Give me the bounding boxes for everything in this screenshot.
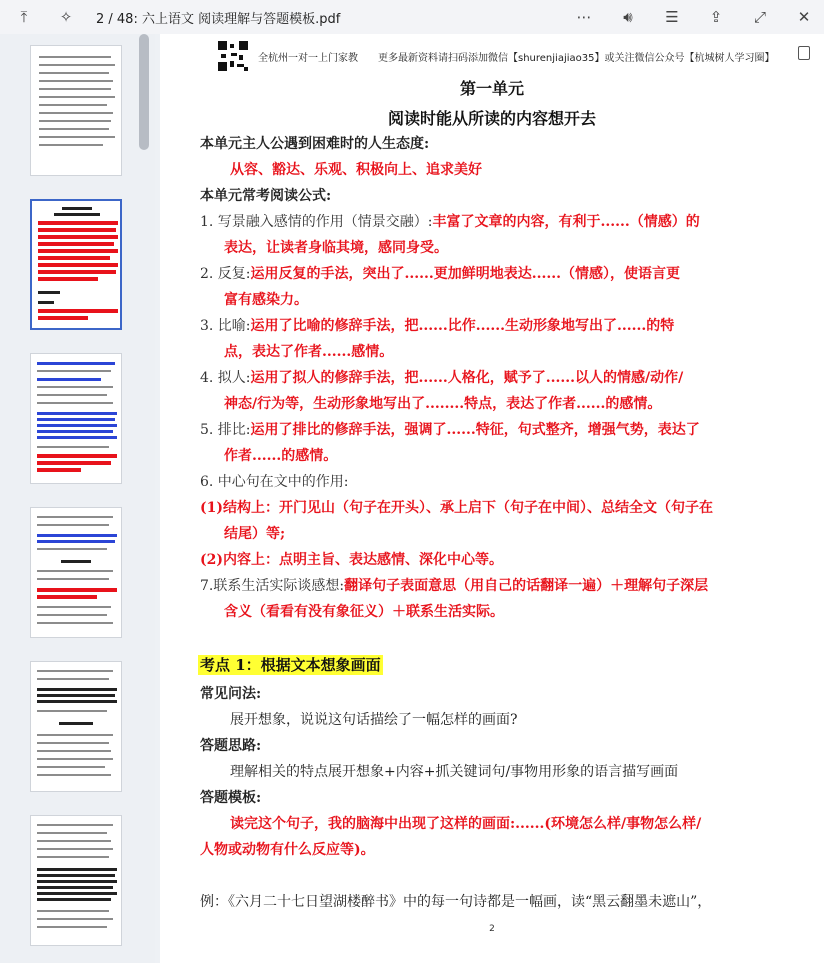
item6-content: (2)内容上：点明主旨、表达感情、深化中心等。 bbox=[200, 552, 503, 568]
formula-item-7-cont: 含义（看看有没有象征义）＋联系生活实际。 bbox=[224, 604, 504, 620]
formula-item-2-cont: 富有感染力。 bbox=[224, 292, 308, 308]
sidebar-scrollbar[interactable] bbox=[139, 34, 149, 150]
document-page bbox=[160, 34, 824, 963]
window-title: 2 / 48: 六上语文 阅读理解与答题模板.pdf bbox=[96, 11, 341, 27]
page-thumbnail-1[interactable] bbox=[30, 45, 122, 176]
page-thumbnail-4[interactable] bbox=[30, 507, 122, 638]
immersive-icon[interactable]: ☰ bbox=[665, 8, 679, 26]
formula-item-3: 3. 比喻:运用了比喻的修辞手法，把......比作......生动形象地写出了......的特 bbox=[200, 318, 675, 334]
title-bar bbox=[0, 0, 824, 34]
page-thumbnail-2[interactable] bbox=[30, 199, 122, 330]
formula-item-1-cont: 表达，让读者身临其境，感同身受。 bbox=[224, 240, 448, 256]
pin-icon[interactable]: ✧ bbox=[59, 8, 73, 26]
question-heading: 常见问法: bbox=[200, 686, 262, 702]
unit-title: 第一单元 bbox=[459, 79, 524, 98]
formula-item-2: 2. 反复:运用反复的手法，突出了......更加鲜明地表达......（情感），使语言更 bbox=[200, 266, 681, 282]
item6-structure-cont: 结尾）等; bbox=[224, 526, 286, 542]
formula-item-1: 1. 写景融入感情的作用（情景交融）:丰富了文章的内容，有利于......（情感）的 bbox=[200, 214, 700, 230]
attitude-text: 从容、豁达、乐观、积极向上、追求美好 bbox=[230, 162, 482, 178]
formula-heading: 本单元常考阅读公式: bbox=[200, 188, 332, 204]
question-text: 展开想象，说说这句话描绘了一幅怎样的画面? bbox=[230, 712, 518, 728]
formula-item-5-cont: 作者......的感情。 bbox=[224, 448, 338, 464]
pin-top-icon[interactable]: ⤒ bbox=[20, 8, 28, 26]
copy-icon[interactable] bbox=[798, 46, 810, 60]
unit-subtitle: 阅读时能从所读的内容想开去 bbox=[387, 109, 596, 128]
formula-item-4-cont: 神态/行为等，生动形象地写出了........特点，表达了作者......的感情。 bbox=[224, 396, 662, 412]
idea-heading: 答题思路: bbox=[200, 738, 262, 754]
page-number: 2 bbox=[489, 924, 495, 934]
formula-item-7: 7.联系生活实际谈感想:翻译句子表面意思（用自己的话翻译一遍）＋理解句子深层 bbox=[200, 578, 709, 594]
page-thumbnail-3[interactable] bbox=[30, 353, 122, 484]
example-text: 例：《六月二十七日望湖楼醉书》中的每一句诗都是一幅画，读“黑云翻墨未遮山”， bbox=[200, 894, 712, 910]
formula-item-3-cont: 点，表达了作者......感情。 bbox=[224, 344, 394, 360]
read-aloud-icon[interactable]: 🔊︎ bbox=[623, 8, 633, 26]
thumbnail-sidebar bbox=[0, 34, 155, 963]
page-thumbnail-6[interactable] bbox=[30, 815, 122, 946]
fullscreen-icon[interactable]: ⤢ bbox=[753, 8, 766, 26]
header-note: 全杭州一对一上门家教 更多最新资料请扫码添加微信【shurenjiajiao35】或关注微信公众号【杭城树人学习圈】 bbox=[258, 52, 775, 64]
idea-text: 理解相关的特点展开想象+内容+抓关键词句/事物用形象的语言描写画面 bbox=[230, 764, 679, 780]
share-icon[interactable]: ⇪ bbox=[709, 8, 723, 26]
template-text-cont: 人物或动物有什么反应等)。 bbox=[200, 842, 375, 858]
page-header bbox=[218, 40, 778, 72]
qr-code-icon bbox=[218, 41, 248, 71]
template-text: 读完这个句子，我的脑海中出现了这样的画面:......(环境怎么样/事物怎么样/ bbox=[230, 816, 702, 832]
item6-structure: (1)结构上：开门见山（句子在开头）、承上启下（句子在中间）、总结全文（句子在 bbox=[200, 500, 713, 516]
close-icon[interactable]: ✕ bbox=[797, 8, 811, 26]
formula-item-4: 4. 拟人:运用了拟人的修辞手法，把......人格化，赋予了......以人的情感/动作/ bbox=[200, 370, 684, 386]
kaodian-heading: 考点 1：根据文本想象画面 bbox=[200, 656, 381, 674]
page-thumbnail-5[interactable] bbox=[30, 661, 122, 792]
template-heading: 答题模板: bbox=[200, 790, 262, 806]
formula-item-5: 5. 排比:运用了排比的修辞手法，强调了......特征，句式整齐，增强气势，表达了 bbox=[200, 422, 700, 438]
more-icon[interactable]: ⋯ bbox=[576, 8, 592, 26]
attitude-heading: 本单元主人公遇到困难时的人生态度: bbox=[200, 136, 430, 152]
formula-item-6: 6. 中心句在文中的作用: bbox=[200, 474, 349, 490]
